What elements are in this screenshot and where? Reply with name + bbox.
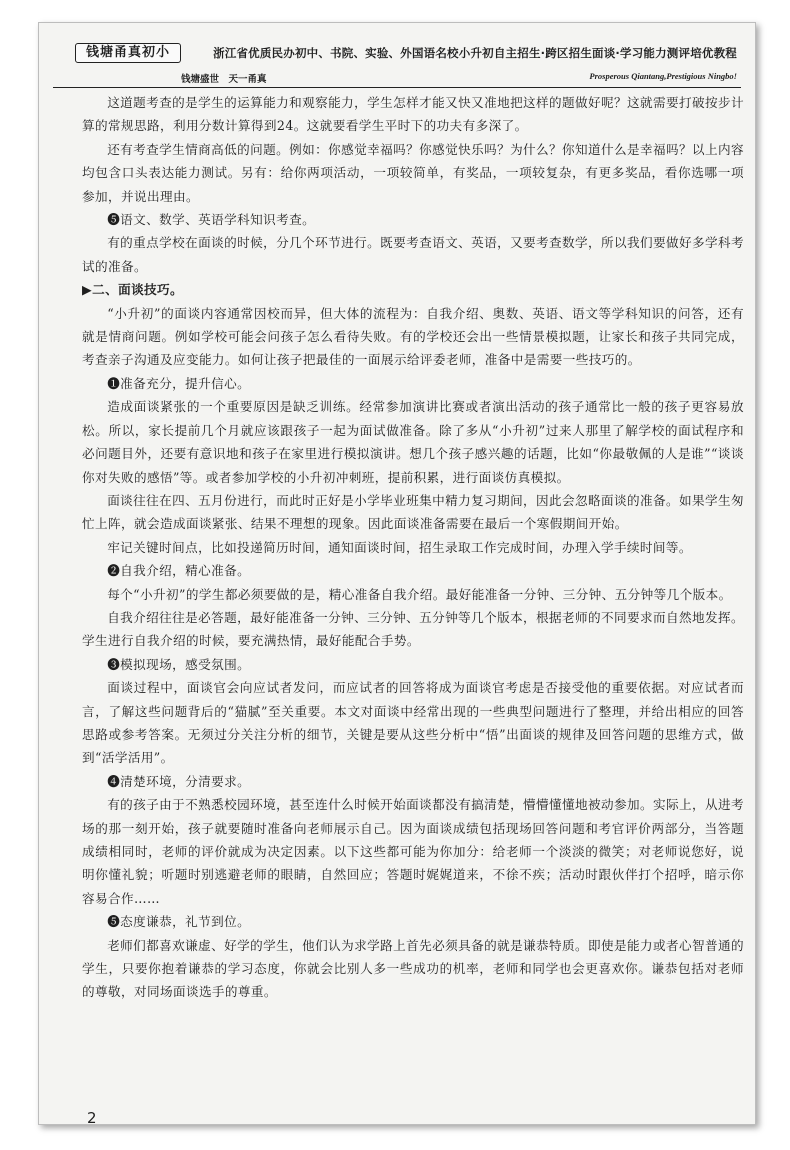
paragraph: 面谈往往在四、五月份进行，而此时正好是小学毕业班集中精力复习期间，因此会忽略面谈的准备。如果学生匆忙上阵，就会造成面谈紧张、结果不理想的现象。因此面谈准备需要在最后一个寒假期间开始。 xyxy=(82,492,744,532)
paragraph: 老师们都喜欢谦虚、好学的学生，他们认为求学路上首先必须具备的就是谦恭特质。即使是能力或者心智普通的学生，只要你抱着谦恭的学习态度，你就会比别人多一些成功的机率，老师和同学也会更喜欢你。谦恭包括对老师的尊敬，对同场面谈选手的尊重。 xyxy=(82,937,744,1000)
page-frame xyxy=(38,22,756,1125)
running-header xyxy=(53,37,741,88)
paragraph: 自我介绍往往是必答题，最好能准备一分钟、三分钟、五分钟等几个版本，根据老师的不同要求而自然地发挥。学生进行自我介绍的时候，要充满热情，最好能配合手势。 xyxy=(82,609,744,649)
brand-tagline: 钱塘盛世 天一甬真 xyxy=(181,74,267,85)
numbered-point: ❹清楚环境，分清要求。 xyxy=(107,773,251,789)
numbered-point: ❸模拟现场，感受氛围。 xyxy=(107,656,251,672)
page-number: 2 xyxy=(87,1109,97,1127)
paragraph: 每个“小升初”的学生都必须要做的是，精心准备自我介绍。最好能准备一分钟、三分钟、五分钟等几个版本。 xyxy=(107,586,732,602)
paragraph: 有的孩子由于不熟悉校园环境，甚至连什么时候开始面谈都没有搞清楚，懵懵懂懂地被动参加。实际上，从进考场的那一刻开始，孩子就要随时准备向老师展示自己。因为面谈成绩包括现场回答问题和考官评价两部分，当答题成绩相同时，老师的评价就成为决定因素。以下这些都可能为你加分：给老师一个淡淡的微笑；对老师说您好，说明你懂礼貌；听题时别逃避老师的眼睛，自然回应；答题时娓娓道来，不徐不疾；活动时跟伙伴打个招呼，暗示你容易合作…… xyxy=(82,797,744,906)
numbered-point: ❷自我介绍，精心准备。 xyxy=(107,563,251,579)
paragraph: 还有考查学生情商高低的问题。例如：你感觉幸福吗？你感觉快乐吗？为什么？你知道什么是幸福吗？以上内容均包含口头表达能力测试。另有：给你两项活动，一项较简单，有奖品，一项较复杂，有更多奖品，看你选哪一项参加，并说出理由。 xyxy=(82,141,744,204)
paragraph: 有的重点学校在面谈的时候，分几个环节进行。既要考查语文、英语，又要考查数学，所以我们要做好多学科考试的准备。 xyxy=(82,235,744,274)
english-subtitle: Prosperous Qiantang,Prestigious Ningbo! xyxy=(589,71,737,81)
numbered-point: ❶准备充分，提升信心。 xyxy=(107,375,251,391)
numbered-point: ❺态度谦恭，礼节到位。 xyxy=(107,914,251,930)
paragraph: 这道题考查的是学生的运算能力和观察能力，学生怎样才能又快又准地把这样的题做好呢？这就需要打破按步计算的常规思路，利用分数计算得到24。这就要看学生平时下的功夫有多深了。 xyxy=(82,95,744,134)
paragraph: 牢记关键时间点，比如投递简历时间，通知面谈时间，招生录取工作完成时间，办理入学手续时间等。 xyxy=(107,539,692,555)
body-text xyxy=(82,91,744,1004)
paragraph: 造成面谈紧张的一个重要原因是缺乏训练。经常参加演讲比赛或者演出活动的孩子通常比一般的孩子更容易放松。所以，家长提前几个月就应该跟孩子一起为面试做准备。除了多从“小升初”过来人那里了解学校的面试程序和必问题目外，还要有意识地和孩子在家里进行模拟演讲。想几个孩子感兴趣的话题，比如“你最敬佩的人是谁”“谈谈你对失败的感悟”等。或者参加学校的小升初冲刺班，提前积累，进行面谈仿真模拟。 xyxy=(82,399,744,485)
section-heading: ▶二、面谈技巧。 xyxy=(82,282,184,298)
brand-logo: 钱塘甬真初小 xyxy=(75,43,181,63)
series-title: 浙江省优质民办初中、书院、实验、外国语名校小升初自主招生·跨区招生面谈·学习能力测评培优教程 xyxy=(213,46,737,60)
paragraph: 面谈过程中，面谈官会向应试者发问，而应试者的回答将成为面谈官考虑是否接受他的重要依据。对应试者而言，了解这些问题背后的“猫腻”至关重要。本文对面谈中经常出现的一些典型问题进行了整理，并给出相应的回答思路或参考答案。无须过分关注分析的细节，关键是要从这些分析中“悟”出面谈的规律及回答问题的思维方式，做到“活学活用”。 xyxy=(82,680,744,766)
paragraph: “小升初”的面谈内容通常因校而异，但大体的流程为：自我介绍、奥数、英语、语文等学科知识的问答，还有就是情商问题。例如学校可能会问孩子怎么看待失败。有的学校还会出一些情景模拟题，让家长和孩子共同完成，考查亲子沟通及应变能力。如何让孩子把最佳的一面展示给评委老师，准备中是需要一些技巧的。 xyxy=(82,305,744,368)
numbered-point: ❺语文、数学、英语学科知识考查。 xyxy=(107,212,316,228)
